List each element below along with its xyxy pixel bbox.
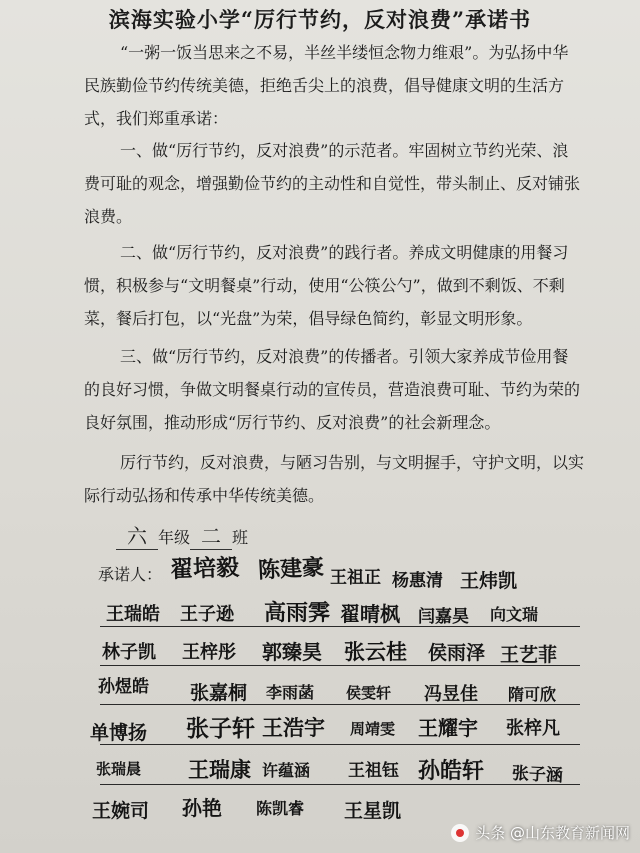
signature: 张嘉桐: [190, 682, 248, 704]
signature: 王炜凯: [460, 570, 518, 592]
signature: 王婉司: [92, 800, 150, 822]
signature: 孙煜皓: [98, 677, 149, 697]
watermark-text: 头条 @山东教育新闻网: [475, 824, 630, 842]
signature: 郭臻昊: [262, 640, 322, 664]
grade-value: 六: [116, 520, 158, 550]
toutiao-logo-icon: [451, 824, 469, 842]
signature: 王瑞康: [188, 758, 251, 782]
signature: 王艺菲: [500, 644, 558, 666]
signature: 张瑞晨: [96, 760, 142, 778]
signature: 侯雨泽: [428, 642, 486, 664]
pledge-3-paragraph: 三、做“厉行节约，反对浪费”的传播者。引领大家养成节俭用餐的良好习惯，争做文明餐桌行动的宣传员，营造浪费可耻、节约为荣的良好氛围，推动形成“厉行节约、反对浪费”的社会新理念。: [84, 347, 581, 432]
signature: 张子涵: [511, 763, 564, 787]
signature: 翟培毅: [169, 554, 240, 584]
grade-class-line: [116, 520, 248, 550]
signature-line: [100, 626, 580, 627]
signature: 翟晴枫: [340, 602, 400, 626]
signature-line: [100, 704, 580, 705]
signature: 王星凯: [344, 800, 402, 822]
signature: 王祖正: [330, 568, 381, 588]
signature: 陈凯睿: [256, 799, 305, 818]
signature: 王子逊: [180, 604, 234, 625]
signers-label: 承诺人：: [98, 565, 163, 584]
grade-label: 年级: [158, 528, 191, 547]
signature-line: [100, 665, 580, 666]
class-label: 班: [232, 528, 249, 547]
signature: 张云桂: [344, 640, 407, 664]
signature: 周靖雯: [350, 720, 396, 738]
signature: 张子轩: [186, 716, 255, 742]
document-title: 滨海实验小学“厉行节约，反对浪费”承诺书: [108, 7, 532, 32]
signature: 隋可欣: [508, 685, 557, 704]
signature: 杨惠清: [392, 571, 443, 591]
signature: 高雨霁: [264, 601, 331, 626]
signature: 许蕴涵: [262, 761, 311, 780]
signature: 王梓彤: [182, 642, 236, 663]
pledge-1-paragraph: 一、做“厉行节约，反对浪费”的示范者。牢固树立节约光荣、浪费可耻的观念，增强勤俭节约的主动性和自觉性，带头制止、反对铺张浪费。: [84, 141, 581, 226]
signature: 王耀宇: [418, 716, 478, 740]
signature: 侯雯轩: [346, 684, 392, 702]
signature: 单博扬: [90, 722, 148, 744]
class-value: 二: [190, 520, 232, 550]
signature: 孙艳: [182, 796, 222, 820]
signature: 王浩宇: [262, 716, 325, 740]
intro-paragraph: “一粥一饭当思来之不易，半丝半缕恒念物力维艰”。为弘扬中华民族勤俭节约传统美德，拒绝舌尖上的浪费，倡导健康文明的生活方式，我们郑重承诺：: [84, 43, 569, 128]
signature: 林子凯: [102, 642, 156, 663]
signature-line: [100, 784, 580, 785]
signature-line: [100, 744, 580, 745]
signature: 向文瑞: [490, 605, 539, 624]
signature: 王祖钰: [348, 761, 399, 781]
signature: 陈建豪: [257, 555, 325, 584]
signature: 王瑞皓: [106, 604, 160, 625]
signature: 张梓凡: [506, 718, 560, 739]
closing-paragraph: 厉行节约，反对浪费，与陋习告别，与文明握手，守护文明，以实际行动弘扬和传承中华传统美德。: [84, 453, 585, 505]
watermark: [451, 822, 630, 843]
signature: 李雨菡: [266, 683, 315, 702]
signature: 孙皓轩: [418, 759, 485, 784]
pledge-2-paragraph: 二、做“厉行节约，反对浪费”的践行者。养成文明健康的用餐习惯，积极参与“文明餐桌”行动，使用“公筷公勺”，做到不剩饭、不剩菜，餐后打包，以“光盘”为荣，倡导绿色简约，彰显文明形象。: [84, 243, 569, 328]
signature: 冯昱佳: [424, 684, 478, 705]
signature: 闫嘉昊: [418, 607, 469, 627]
